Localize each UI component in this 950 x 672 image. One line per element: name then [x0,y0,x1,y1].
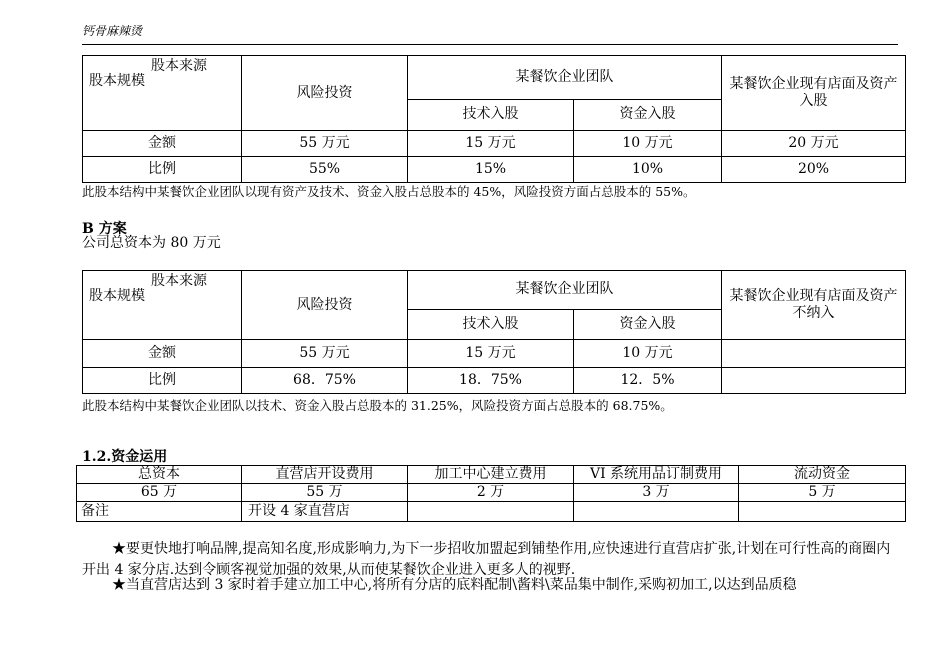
ratio-cell: 55% [242,157,408,183]
fund-header-cell: 直营店开设费用 [242,466,408,484]
ratio-cell: 15% [408,157,574,183]
ratio-cell: 10% [574,157,722,183]
col-tech-header: 技术入股 [408,309,574,339]
note-b: 此股本结构中某餐饮企业团队以技术、资金入股占总股本的 31.25%，风险投资方面占总股本的 68.75%。 [82,398,673,413]
col-store-header: 某餐饮企业现有店面及资产入股 [722,56,906,131]
amount-cell: 10 万元 [574,340,722,368]
amount-cell: 20 万元 [722,131,906,157]
amount-cell: 55 万元 [242,340,408,368]
equity-table-a [82,55,906,183]
plan-b-title: B 方案 [82,221,127,237]
empty-cell [739,502,906,522]
fund-value-cell: 65 万 [77,484,242,502]
empty-cell [408,502,574,522]
amount-cell [722,340,906,368]
corner-scale-label: 股本规模 [89,73,145,89]
row-ratio-label: 比例 [83,368,242,394]
corner-source-label: 股本来源 [151,273,207,289]
row-ratio-label: 比例 [83,157,242,183]
ratio-cell: 20% [722,157,906,183]
row-amount-label: 金额 [83,340,242,368]
paragraph-1: ★要更快地打响品牌,提高知名度,形成影响力,为下一步招收加盟起到铺垫作用,应快速进行直营店扩张,计划在可行性高的商圈内开出 4 家分店.达到令顾客视觉加强的效果,从而使某餐饮企业进入更多人的视野. [82,541,891,578]
corner-source-label: 股本来源 [151,58,207,74]
plan-b-subtitle: 公司总资本为 80 万元 [82,235,221,251]
fund-value-cell: 55 万 [242,484,408,502]
empty-cell [574,502,739,522]
paragraph-2: ★当直营店达到 3 家时着手建立加工中心,将所有分店的底料配制\酱料\菜品集中制作,采购初加工,以达到品质稳 [112,577,797,593]
corner-scale-label: 股本规模 [89,288,145,304]
fund-header-cell: VI 系统用品订制费用 [574,466,739,484]
ratio-cell [722,368,906,394]
equity-table-b [82,270,906,394]
page-header-title: 钙骨麻辣烫 [82,24,143,38]
remark-label: 备注 [77,502,242,522]
ratio-cell: 68．75% [242,368,408,394]
header-rule [82,44,898,45]
fund-value-cell: 5 万 [739,484,906,502]
ratio-cell: 12．5% [574,368,722,394]
note-a: 此股本结构中某餐饮企业团队以现有资产及技术、资金入股占总股本的 45%，风险投资方面占总股本的 55%。 [82,184,696,199]
amount-cell: 15 万元 [408,340,574,368]
col-group-header: 某餐饮企业团队 [408,56,722,100]
col-risk-header: 风险投资 [242,56,408,131]
remark-value: 开设 4 家直营店 [242,502,408,522]
amount-cell: 15 万元 [408,131,574,157]
section-title: 1.2.资金运用 [82,449,168,465]
fund-value-cell: 2 万 [408,484,574,502]
col-tech-header: 技术入股 [408,99,574,130]
row-amount-label: 金额 [83,131,242,157]
corner-cell [83,271,242,340]
col-store-header: 某餐饮企业现有店面及资产不纳入 [722,271,906,340]
amount-cell: 10 万元 [574,131,722,157]
fund-value-cell: 3 万 [574,484,739,502]
col-fund-header: 资金入股 [574,309,722,339]
corner-cell [83,56,242,131]
col-group-header: 某餐饮企业团队 [408,271,722,310]
fund-header-cell: 总资本 [77,466,242,484]
ratio-cell: 18．75% [408,368,574,394]
fund-usage-table [76,465,906,522]
fund-header-cell: 流动资金 [739,466,906,484]
amount-cell: 55 万元 [242,131,408,157]
col-fund-header: 资金入股 [574,99,722,130]
col-risk-header: 风险投资 [242,271,408,340]
fund-header-cell: 加工中心建立费用 [408,466,574,484]
